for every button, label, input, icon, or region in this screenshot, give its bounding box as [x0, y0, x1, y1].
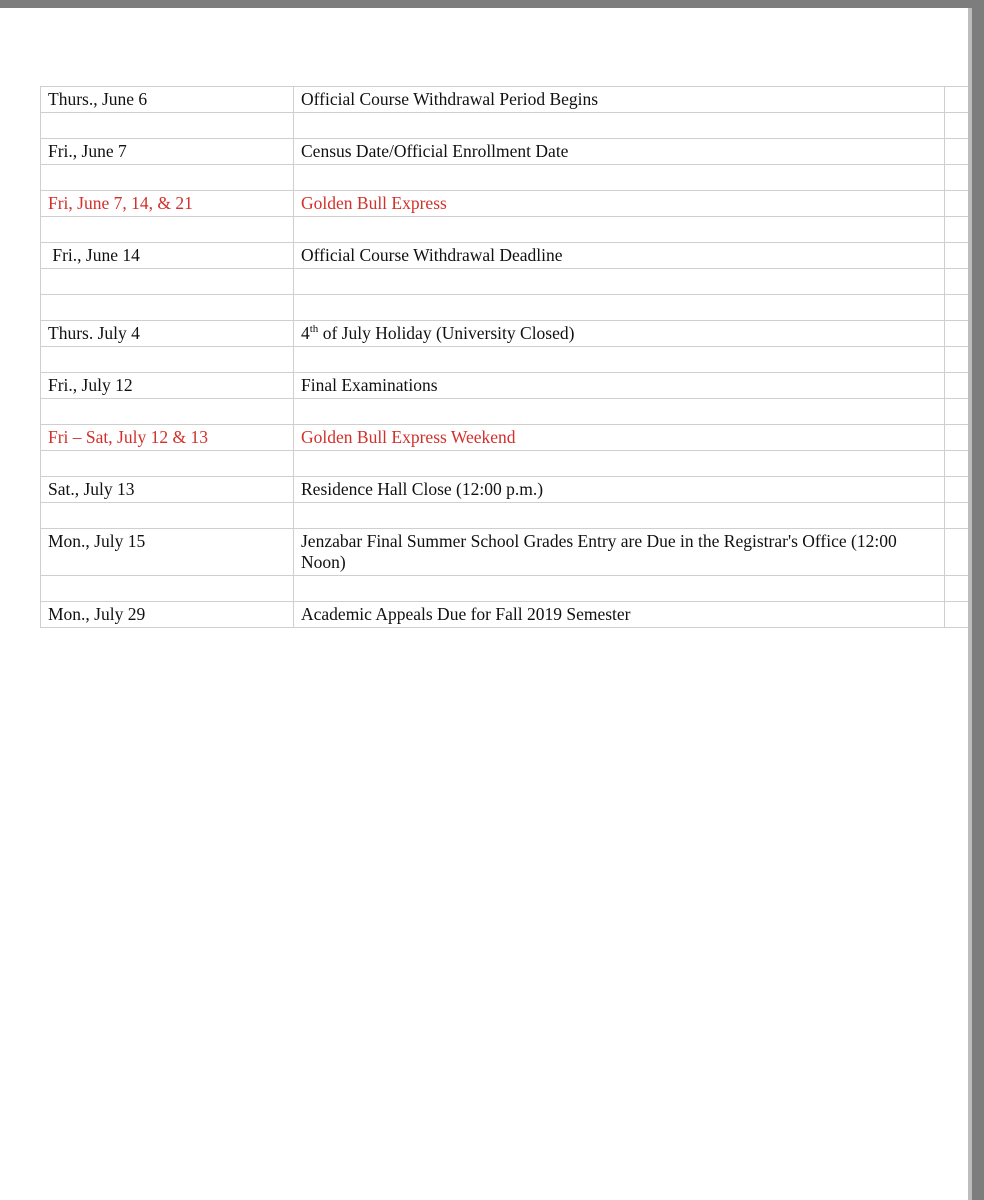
- event-cell: Academic Appeals Due for Fall 2019 Semester: [294, 602, 945, 628]
- event-cell: Residence Hall Close (12:00 p.m.): [294, 477, 945, 503]
- event-cell: [294, 576, 945, 602]
- date-cell: Sat., July 13: [41, 477, 294, 503]
- event-cell: [294, 503, 945, 529]
- document-page: [0, 8, 968, 1200]
- empty-cell: [945, 139, 969, 165]
- table-row: [41, 295, 969, 321]
- table-row: [41, 477, 969, 503]
- event-cell: [294, 451, 945, 477]
- empty-cell: [945, 347, 969, 373]
- table-row-highlighted: [41, 191, 969, 217]
- empty-cell: [945, 269, 969, 295]
- date-cell: Fri., June 14: [41, 243, 294, 269]
- table-row: [41, 269, 969, 295]
- empty-cell: [945, 373, 969, 399]
- empty-cell: [945, 451, 969, 477]
- empty-cell: [945, 602, 969, 628]
- table-row: [41, 529, 969, 576]
- date-cell: [41, 217, 294, 243]
- date-cell: [41, 113, 294, 139]
- event-cell: [294, 113, 945, 139]
- date-cell: Fri, June 7, 14, & 21: [41, 191, 294, 217]
- event-cell: Official Course Withdrawal Deadline: [294, 243, 945, 269]
- date-cell: Fri – Sat, July 12 & 13: [41, 425, 294, 451]
- event-cell: Golden Bull Express Weekend: [294, 425, 945, 451]
- event-text: of July Holiday (University Closed): [318, 323, 575, 343]
- date-cell: [41, 503, 294, 529]
- table-row: [41, 503, 969, 529]
- table-row: [41, 113, 969, 139]
- empty-cell: [945, 576, 969, 602]
- event-cell: [294, 321, 945, 347]
- table-row-highlighted: [41, 425, 969, 451]
- table-row: [41, 321, 969, 347]
- event-number: 4: [301, 323, 310, 343]
- empty-cell: [945, 425, 969, 451]
- event-cell: Official Course Withdrawal Period Begins: [294, 87, 945, 113]
- event-cell: [294, 165, 945, 191]
- table-row: [41, 347, 969, 373]
- event-cell: [294, 347, 945, 373]
- empty-cell: [945, 217, 969, 243]
- empty-cell: [945, 191, 969, 217]
- empty-cell: [945, 321, 969, 347]
- empty-cell: [945, 399, 969, 425]
- table-row: [41, 217, 969, 243]
- event-cell: [294, 269, 945, 295]
- table-row: [41, 451, 969, 477]
- date-cell: [41, 399, 294, 425]
- table-row: [41, 399, 969, 425]
- date-cell: [41, 451, 294, 477]
- academic-calendar-table: [40, 86, 968, 628]
- date-cell: [41, 295, 294, 321]
- event-cell: Final Examinations: [294, 373, 945, 399]
- empty-cell: [945, 165, 969, 191]
- event-cell: Jenzabar Final Summer School Grades Entry are Due in the Registrar's Office (12:00 Noon): [294, 529, 945, 576]
- empty-cell: [945, 87, 969, 113]
- date-cell: Mon., July 15: [41, 529, 294, 576]
- table-row: [41, 602, 969, 628]
- date-cell: Thurs. July 4: [41, 321, 294, 347]
- table-row: [41, 243, 969, 269]
- date-cell: [41, 576, 294, 602]
- empty-cell: [945, 477, 969, 503]
- event-cell: Golden Bull Express: [294, 191, 945, 217]
- event-cell: [294, 399, 945, 425]
- empty-cell: [945, 529, 969, 576]
- empty-cell: [945, 113, 969, 139]
- table-row: [41, 165, 969, 191]
- table-row: [41, 139, 969, 165]
- empty-cell: [945, 243, 969, 269]
- date-cell: Fri., July 12: [41, 373, 294, 399]
- event-cell: [294, 295, 945, 321]
- table-row: [41, 373, 969, 399]
- date-cell: [41, 165, 294, 191]
- ordinal-suffix: th: [309, 323, 319, 336]
- event-cell: [294, 217, 945, 243]
- empty-cell: [945, 295, 969, 321]
- event-cell: Census Date/Official Enrollment Date: [294, 139, 945, 165]
- page-edge: [968, 8, 972, 1200]
- table-row: [41, 576, 969, 602]
- date-cell: [41, 347, 294, 373]
- empty-cell: [945, 503, 969, 529]
- date-cell: Fri., June 7: [41, 139, 294, 165]
- date-cell: Mon., July 29: [41, 602, 294, 628]
- date-cell: Thurs., June 6: [41, 87, 294, 113]
- table-row: [41, 87, 969, 113]
- date-cell: [41, 269, 294, 295]
